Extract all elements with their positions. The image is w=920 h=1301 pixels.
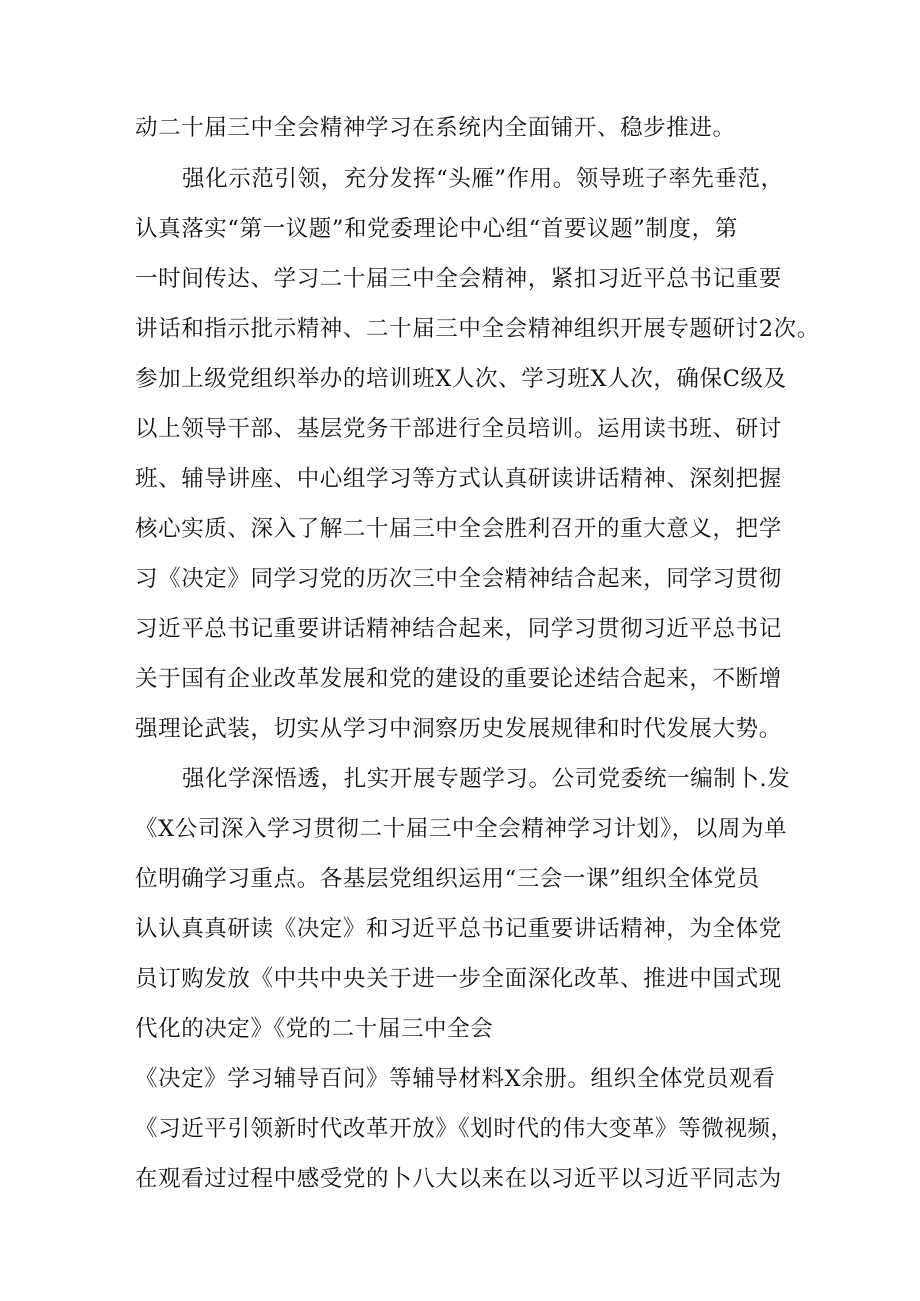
paragraph-line: 强理论武装，切实从学习中洞察历史发展规律和时代发展大势。 <box>135 716 782 742</box>
paragraph-line: 员订购发放《中共中央关于进一步全面深化改革、推进中国式现 <box>135 966 782 992</box>
paragraph-line: 关于国有企业改革发展和党的建设的重要论述结合起来，不断增 <box>135 666 782 692</box>
paragraph-line: 讲话和指示批示精神、二十届三中全会精神组织开展专题研讨2次。 <box>135 316 820 342</box>
paragraph-line: 代化的决定》《党的二十届三中全会 <box>135 1016 494 1042</box>
paragraph-line: 强化示范引领，充分发挥“头雁”作用。领导班子率先垂范， <box>182 166 784 192</box>
paragraph-line: 《习近平引领新时代改革开放》《划时代的伟大变革》等微视频， <box>135 1116 794 1142</box>
paragraph-line: 位明确学习重点。各基层党组织运用“三会一课”组织全体党员 <box>135 866 760 892</box>
paragraph-line: 习《决定》同学习党的历次三中全会精神结合起来，同学习贯彻 <box>135 566 782 592</box>
paragraph-line: 习近平总书记重要讲话精神结合起来，同学习贯彻习近平总书记 <box>135 616 782 642</box>
paragraph-line: 动二十届三中全会精神学习在系统内全面铺开、稳步推进。 <box>135 115 736 141</box>
paragraph-line: 《决定》学习辅导百问》等辅导材料X余册。组织全体党员观看 <box>135 1066 776 1092</box>
paragraph-line: 认认真真研读《决定》和习近平总书记重要讲话精神，为全体党 <box>135 916 782 942</box>
paragraph-line: 在观看过过程中感受党的卜八大以来在以习近平以习近平同志为 <box>135 1166 782 1192</box>
paragraph-line: 一时间传达、学习二十届三中全会精神，紧扣习近平总书记重要 <box>135 266 782 292</box>
paragraph-line: 参加上级党组织举办的培训班X人次、学习班X人次，确保C级及 <box>135 366 787 392</box>
paragraph-line: 班、辅导讲座、中心组学习等方式认真研读讲话精神、深刻把握 <box>135 466 782 492</box>
paragraph-line: 以上领导干部、基层党务干部进行全员培训。运用读书班、研讨 <box>135 416 782 442</box>
paragraph-line: 《X公司深入学习贯彻二十届三中全会精神学习计划》，以周为单 <box>135 816 788 842</box>
paragraph-line: 认真落实“第一议题”和党委理论中心组“首要议题”制度，第 <box>135 216 738 242</box>
paragraph-line: 强化学深悟透，扎实开展专题学习。公司党委统一编制卜.发 <box>182 766 791 792</box>
paragraph-line: 核心实质、深入了解二十届三中全会胜利召开的重大意义，把学 <box>135 516 782 542</box>
